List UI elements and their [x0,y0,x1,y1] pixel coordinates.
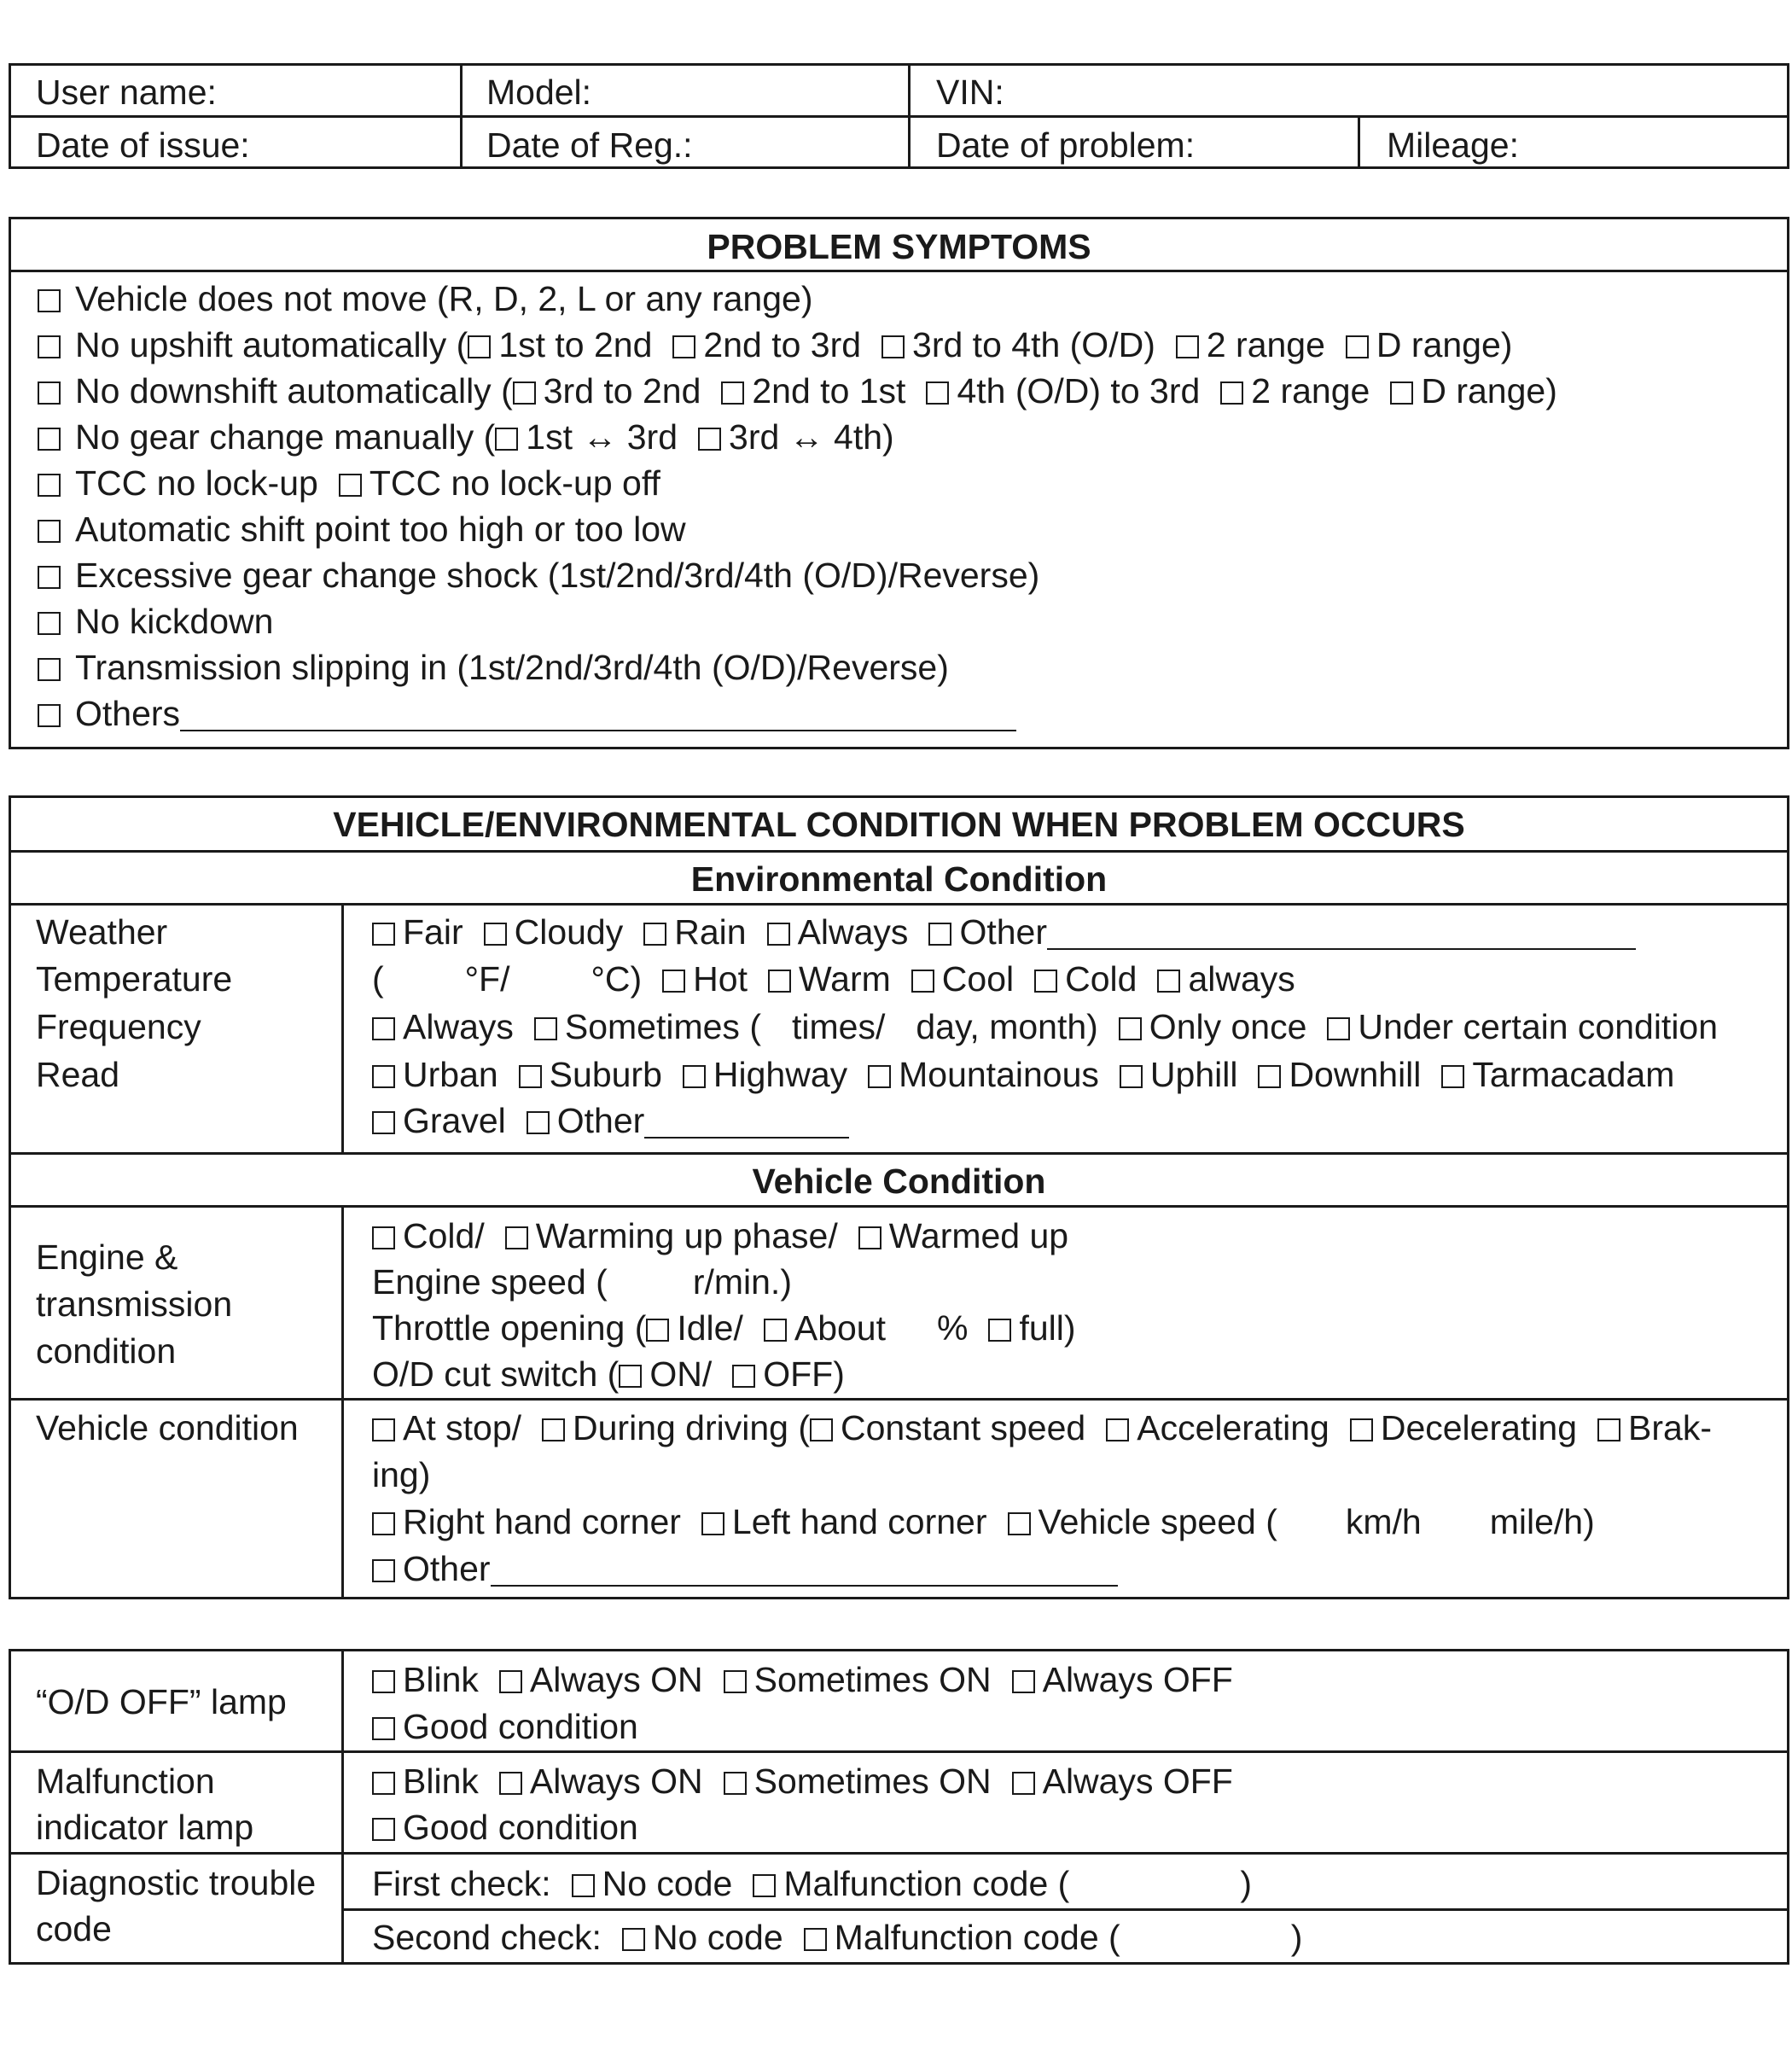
checkbox[interactable] [572,1874,595,1897]
weather-label: Weather [36,912,168,952]
checkbox[interactable] [38,428,61,451]
symptom-line-6: Automatic shift point too high or too low [38,512,686,547]
checkbox[interactable] [38,520,61,543]
checkbox[interactable] [38,704,61,727]
conditions-title: VEHICLE/ENVIRONMENTAL CONDITION WHEN PROBLEM OCCURS [333,805,1465,844]
engine-line-4: O/D cut switch ( ON/ OFF) [372,1354,845,1394]
checkbox[interactable] [38,335,61,358]
vehicle-other-blank[interactable] [491,1556,1118,1587]
dtc-label-2: code [36,1909,112,1948]
checkbox[interactable] [372,1111,395,1134]
engine-vehicle-divider [9,1398,1789,1401]
checkbox[interactable] [1597,1418,1620,1441]
od-mil-divider [9,1750,1789,1753]
checkbox[interactable] [926,381,949,405]
checkbox[interactable] [372,1017,395,1040]
lamps-label-divider [341,1649,344,1965]
symptom-line-10: Others [38,696,1016,731]
checkbox[interactable] [1350,1418,1373,1441]
env-bottom-divider [9,1152,1789,1155]
weather-options: Fair Cloudy Rain Always Other [372,915,1636,950]
checkbox[interactable] [527,1111,550,1134]
checkbox[interactable] [662,970,685,993]
checkbox[interactable] [858,1226,881,1249]
checkbox[interactable] [1176,335,1199,358]
vehicle-line-1: At stop/ During driving ( Constant speed Accelerating Decelerating Brak- [372,1411,1712,1446]
checkbox[interactable] [721,381,744,405]
temperature-options: ( °F/ °C) Hot Warm Cool Cold always [372,959,1295,999]
checkbox[interactable] [1441,1065,1464,1088]
checkbox[interactable] [911,970,934,993]
checkbox[interactable] [753,1874,776,1897]
checkbox[interactable] [988,1319,1011,1342]
checkbox[interactable] [513,381,536,405]
user-name-field[interactable]: User name: [36,73,217,112]
frequency-options: Always Sometimes ( times/ day, month) Only once Under certain condition [372,1010,1718,1045]
checkbox[interactable] [372,1818,395,1841]
checkbox[interactable] [768,970,791,993]
od-off-line-2: Good condition [372,1709,638,1744]
engine-label-1: Engine & [36,1238,178,1277]
od-off-line-1: Blink Always ON Sometimes ON Always OFF [372,1663,1233,1698]
checkbox[interactable] [622,1928,645,1951]
date-of-problem-field[interactable]: Date of problem: [936,125,1196,165]
checkbox[interactable] [542,1418,565,1441]
checkbox[interactable] [764,1319,787,1342]
symptom-line-2: No upshift automatically ( 1st to 2nd 2nd to 3rd 3rd to 4th (O/D) 2 range D range) [38,328,1512,363]
checkbox[interactable] [928,923,951,946]
checkbox[interactable] [495,428,518,451]
vehicle-condition-label: Vehicle condition [36,1408,299,1447]
dtc-label-1: Diagnostic trouble [36,1863,317,1902]
checkbox[interactable] [1157,970,1180,993]
header-row-divider [9,115,1789,118]
road-label: Read [36,1055,120,1094]
checkbox[interactable] [372,923,395,946]
weather-other-blank[interactable] [1047,919,1636,950]
checkbox[interactable] [372,1226,395,1249]
road-options-1: Urban Suburb Highway Mountainous Uphill Downhill Tarmacadam [372,1057,1674,1092]
engine-label-2: transmission [36,1284,233,1324]
symptom-line-8: No kickdown [38,604,273,639]
symptom-line-1: Vehicle does not move (R, D, 2, L or any range) [38,282,812,317]
checkbox[interactable] [519,1065,542,1088]
checkbox[interactable] [468,335,491,358]
checkbox[interactable] [1120,1065,1143,1088]
checkbox[interactable] [804,1928,827,1951]
engine-line-2: Engine speed ( r/min.) [372,1262,792,1302]
model-field[interactable]: Model: [486,73,592,112]
checkbox[interactable] [38,474,61,497]
symptoms-title-divider [9,270,1789,272]
header-col-divider-1 [460,63,463,169]
checkbox[interactable] [372,1772,395,1795]
vehicle-line-4: Other [372,1552,1118,1587]
veh-label-divider [341,1206,344,1599]
checkbox[interactable] [499,1670,522,1693]
checkbox[interactable] [38,381,61,405]
checkbox[interactable] [1346,335,1369,358]
checkbox[interactable] [683,1065,706,1088]
symptom-line-3: No downshift automatically ( 3rd to 2nd 2nd to 1st 4th (O/D) to 3rd 2 range D range) [38,374,1557,409]
env-label-divider [341,904,344,1152]
checkbox[interactable] [643,923,666,946]
checkbox[interactable] [767,923,790,946]
dtc-row-divider [342,1908,1789,1911]
mil-label-1: Malfunction [36,1762,215,1801]
road-other-blank[interactable] [644,1108,849,1139]
temperature-label: Temperature [36,959,233,999]
symptom-line-5: TCC no lock-up TCC no lock-up off [38,466,660,501]
checkbox[interactable] [698,428,721,451]
checkbox[interactable] [534,1017,557,1040]
vehicle-line-2: ing) [372,1455,431,1494]
checkbox[interactable] [1390,381,1413,405]
vehicle-line-3: Right hand corner Left hand corner Vehicle speed ( km/h mile/h) [372,1505,1595,1540]
checkbox[interactable] [372,1670,395,1693]
engine-line-1: Cold/ Warming up phase/ Warmed up [372,1219,1068,1254]
checkbox[interactable] [372,1065,395,1088]
first-check-line: First check: No code Malfunction code ( ) [372,1864,1252,1903]
symptom-line-9: Transmission slipping in (1st/2nd/3rd/4th (O/D)/Reverse) [38,650,949,685]
checkbox[interactable] [372,1559,395,1582]
checkbox[interactable] [881,335,905,358]
date-of-reg-field[interactable]: Date of Reg.: [486,125,693,165]
checkbox[interactable] [1119,1017,1142,1040]
checkbox[interactable] [372,1717,395,1740]
checkbox[interactable] [372,1512,395,1535]
second-check-line: Second check: No code Malfunction code ( ) [372,1918,1303,1957]
checkbox[interactable] [1106,1418,1129,1441]
checkbox[interactable] [1258,1065,1281,1088]
veh-title-divider [9,1205,1789,1208]
header-col-divider-2 [908,63,911,169]
header-col-divider-3 [1358,116,1360,169]
mil-dtc-divider [9,1852,1789,1855]
checkbox[interactable] [1034,970,1057,993]
mil-label-2: indicator lamp [36,1808,254,1847]
road-options-2: Gravel Other [372,1104,849,1139]
mil-line-2: Good condition [372,1810,638,1845]
engine-line-3: Throttle opening ( Idle/ About % full) [372,1308,1076,1348]
checkbox[interactable] [339,474,362,497]
others-blank[interactable] [180,701,1016,731]
checkbox[interactable] [646,1319,669,1342]
checkbox[interactable] [672,335,695,358]
checkbox[interactable] [810,1418,833,1441]
date-of-issue-field[interactable]: Date of issue: [36,125,250,165]
checkbox[interactable] [499,1772,522,1795]
mil-line-1: Blink Always ON Sometimes ON Always OFF [372,1764,1233,1799]
engine-label-3: condition [36,1331,177,1371]
checkbox[interactable] [38,566,61,589]
checkbox[interactable] [484,923,507,946]
checkbox[interactable] [38,612,61,635]
conditions-title-divider [9,850,1789,853]
checkbox[interactable] [724,1772,747,1795]
checkbox[interactable] [1220,381,1243,405]
checkbox[interactable] [732,1365,755,1388]
checkbox[interactable] [38,289,61,312]
problem-symptoms-title: PROBLEM SYMPTOMS [707,227,1091,266]
mileage-field[interactable]: Mileage: [1387,125,1519,165]
symptom-line-7: Excessive gear change shock (1st/2nd/3rd/4th (O/D)/Reverse) [38,558,1039,593]
symptom-line-4: No gear change manually ( 1st ↔ 3rd 3rd ↔ 4th) [38,420,894,455]
checkbox[interactable] [724,1670,747,1693]
checkbox[interactable] [1327,1017,1350,1040]
frequency-label: Frequency [36,1007,201,1046]
checkbox[interactable] [619,1365,642,1388]
environmental-condition-title: Environmental Condition [690,859,1108,899]
checkbox[interactable] [701,1512,724,1535]
checkbox[interactable] [38,658,61,681]
env-title-divider [9,903,1789,906]
checkbox[interactable] [1012,1772,1035,1795]
vin-field[interactable]: VIN: [936,73,1004,112]
checkbox[interactable] [868,1065,891,1088]
od-off-lamp-label: “O/D OFF” lamp [36,1682,287,1721]
checkbox[interactable] [505,1226,528,1249]
checkbox[interactable] [1012,1670,1035,1693]
checkbox[interactable] [372,1418,395,1441]
checkbox[interactable] [1008,1512,1031,1535]
vehicle-condition-title: Vehicle Condition [752,1162,1046,1201]
